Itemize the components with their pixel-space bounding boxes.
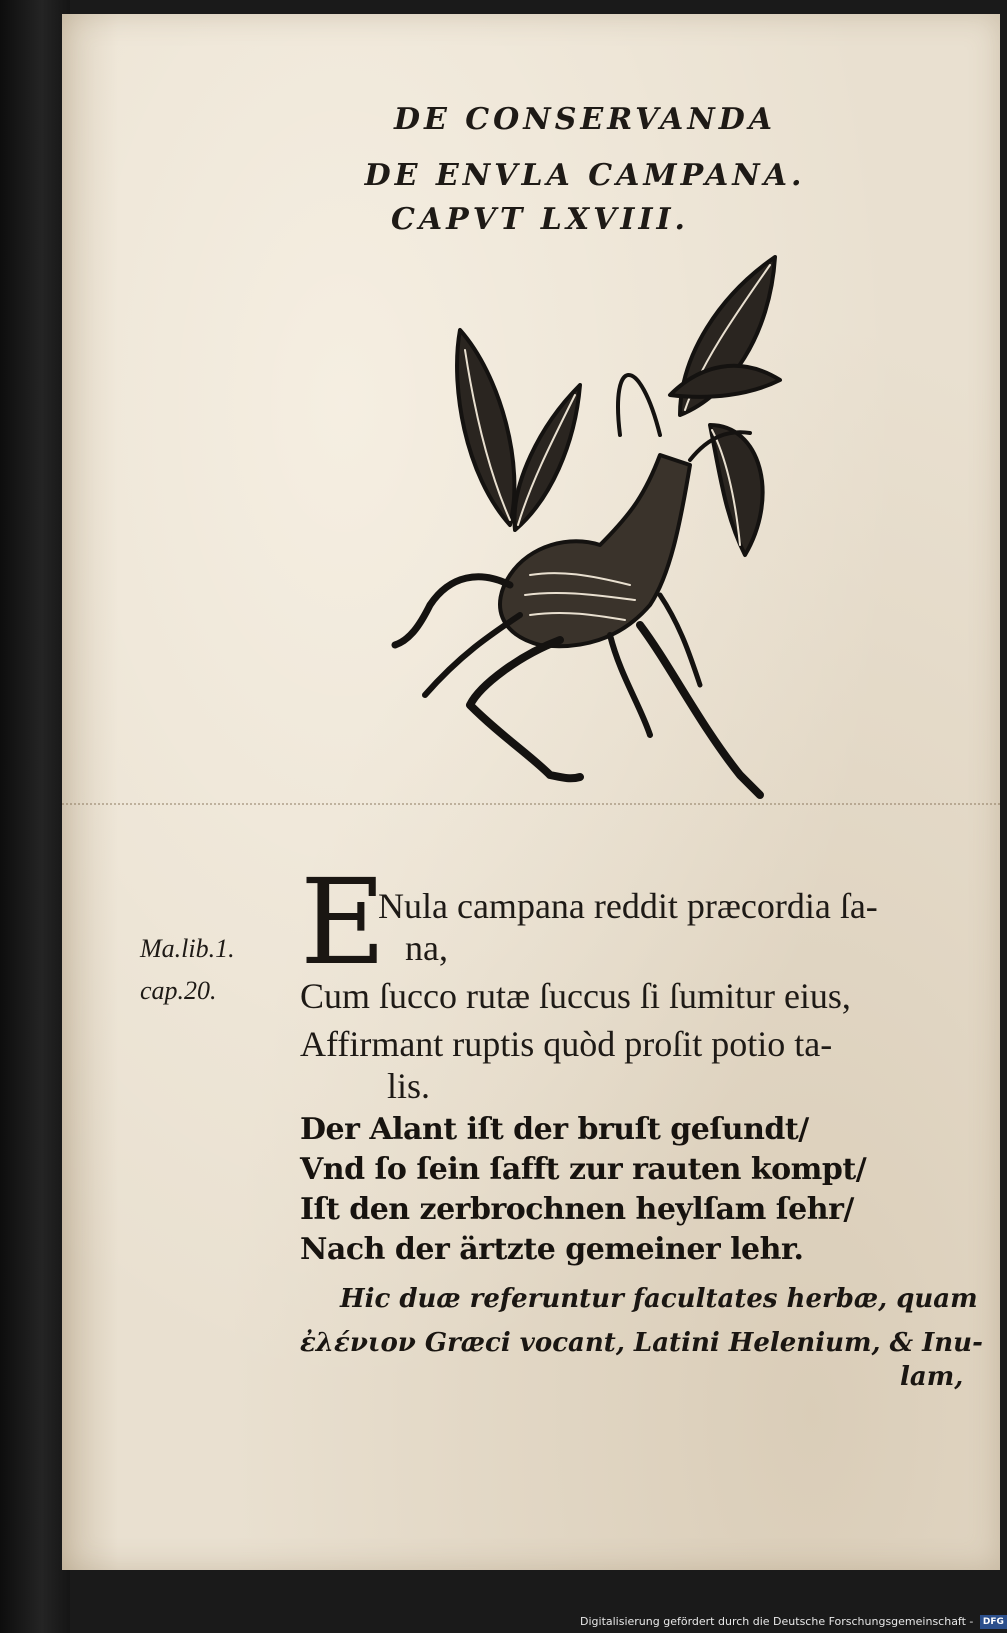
commentary-line: ἐλένιον Græci vocant, Latini Helenium, & Inu- — [300, 1328, 983, 1358]
running-title: DE CONSERVANDA — [393, 102, 777, 137]
latin-verse-line: Nula campana reddit præcordia ſa- — [378, 886, 878, 926]
german-verse-line: Nach der ärtzte gemeiner lehr. — [300, 1232, 804, 1267]
dfg-logo: DFG — [980, 1615, 1007, 1629]
commentary-line: Hic duæ referuntur facultates herbæ, quam — [340, 1284, 978, 1314]
book-binding — [0, 0, 70, 1633]
german-verse-line: Der Alant iſt der bruſt geſundt/ — [300, 1112, 809, 1147]
digitization-credit — [580, 1611, 1004, 1633]
chapter-number: CAPVT LXVIII. — [391, 202, 689, 237]
latin-verse-line: lis. — [387, 1066, 431, 1106]
credit-text: Digitalisierung gefördert durch die Deutsche Forschungsgemeinschaft - — [580, 1615, 974, 1628]
commentary-line: lam, — [900, 1362, 964, 1392]
german-verse-line: Vnd ſo ſein ſafft zur rauten kompt/ — [300, 1152, 867, 1187]
woodcut-elecampane-root-icon — [390, 255, 820, 825]
drop-cap-initial: E — [300, 853, 387, 991]
latin-verse-line: na, — [405, 928, 448, 968]
margin-note-line: cap.20. — [140, 976, 217, 1005]
chapter-title: DE ENVLA CAMPANA. — [364, 158, 806, 193]
marginal-reference — [140, 928, 290, 1012]
latin-verse-line: Cum ſucco rutæ ſuccus ſi ſumitur eius, — [300, 976, 851, 1016]
latin-verse-line: Affirmant ruptis quòd proſit potio ta- — [300, 1024, 833, 1064]
margin-note-line: Ma.lib.1. — [140, 934, 235, 963]
german-verse-line: Iſt den zerbrochnen heylſam ſehr/ — [300, 1192, 854, 1227]
